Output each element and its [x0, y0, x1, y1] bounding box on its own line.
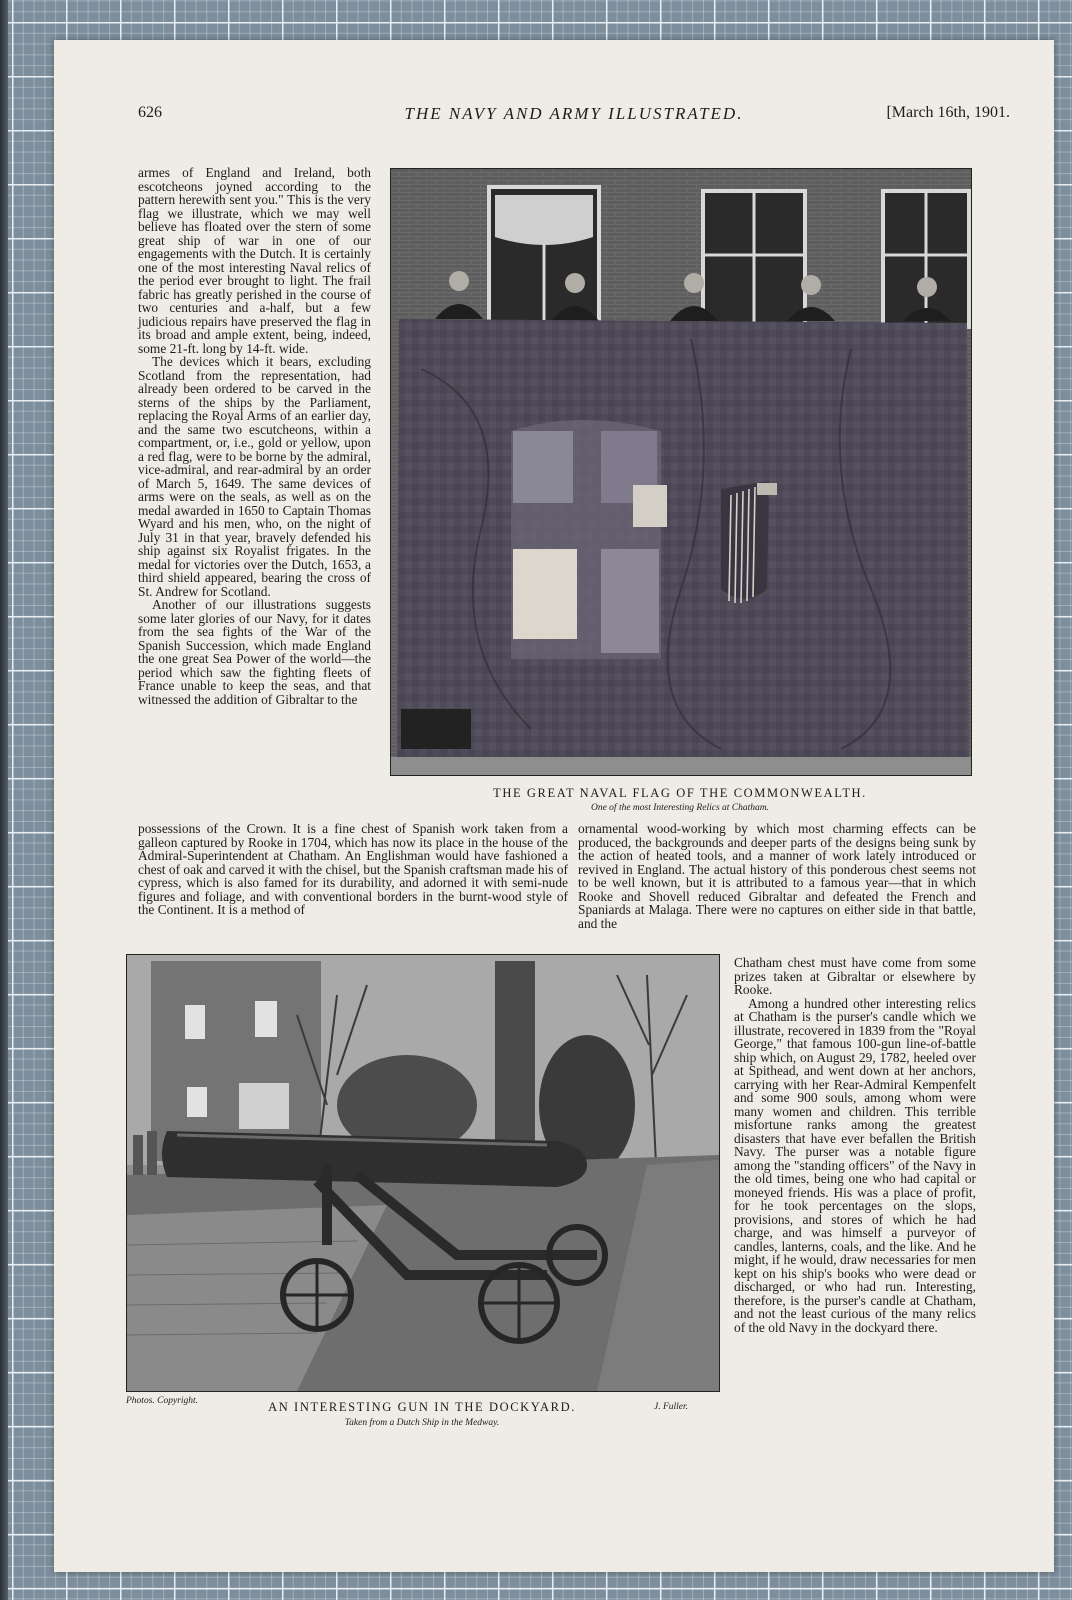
- magazine-page: [54, 40, 1054, 1572]
- paragraph: The devices which it bears, excluding Scotland from the representation, had already been ordered to be carved in the sterns of the ships by the Parliament, replacing the Royal Arms of an earlier day, and the same two escutcheons, within a compartment, or, i.e., gold or yellow, upon a red flag, were to be borne by the admiral, vice-admiral, and rear-admiral by an order of March 5, 1649. The same devices of arms were on the seals, as well as on the medal awarded in 1650 to Captain Thomas Wyard and his men, who, on the night of July 31 in that year, bravely defended his ship against six Royalist frigates. In the medal for victories over the Dutch, 1653, a third shield appeared, bearing the cross of St. Andrew for Scotland.: [138, 354, 371, 599]
- journal-title: THE NAVY AND ARMY ILLUSTRATED.: [404, 104, 744, 123]
- gun-subcaption: Taken from a Dutch Ship in the Medway.: [344, 1418, 500, 1428]
- flag-subcaption: One of the most Interesting Relics at Chatham.: [590, 803, 769, 813]
- article-column-mid-right: [578, 822, 976, 930]
- article-column-mid-left: [138, 822, 568, 917]
- flag-caption: THE GREAT NAVAL FLAG OF THE COMMONWEALTH.: [493, 786, 867, 800]
- page-header: [138, 104, 1010, 126]
- gun-photo: [126, 954, 720, 1392]
- flag-photo-illustration: [391, 169, 971, 775]
- gun-photo-illustration: [127, 955, 719, 1391]
- paragraph: ornamental wood-working by which most charming effects can be produced, the backgrounds and deeper parts of the designs being sunk by the action of heated tools, and a manner of work lately introduced or revived in England. The actual history of this ponderous chest seems not to be well known, but it is attributed to a famous year—that in which Rooke and Shovell reduced Gibraltar and defeated the French and Spaniards at Malaga. There were no captures on either side in that battle, and the: [578, 821, 976, 931]
- gun-caption: AN INTERESTING GUN IN THE DOCKYARD.: [268, 1400, 576, 1414]
- paragraph: Another of our illustrations suggests some later glories of our Navy, for it dates from the sea fights of the War of the Spanish Succession, which made England the one great Sea Power of the world—the period which saw the fighting fleets of France unable to keep the seas, and that witnessed the addition of Gibraltar to the: [138, 597, 371, 707]
- article-column-right-bottom: [734, 956, 976, 1334]
- flag-photo: [390, 168, 972, 776]
- paragraph: Chatham chest must have come from some prizes taken at Gibraltar or elsewhere by Rooke.: [734, 955, 976, 997]
- paragraph: Among a hundred other interesting relics at Chatham is the purser's candle which we illustrate, recovered in 1839 from the "Royal George," that famous 100-gun line-of-battle ship which, on August 29, 1782, heeled over at Spithead, and went down at her anchors, carrying with her Rear-Admiral Kempenfelt and some 900 souls, among whom were many women and children. This terrible misfortune ranks among the greatest disasters that have ever befallen the British Navy. The purser was a notable figure among the "standing officers" of the Navy in the old times, being one who had capital or moneyed friends. His was a place of profit, for he took percentages on the slops, provisions, and stores of which he had charge, and was himself a purveyor of candles, lanterns, coals, and the like. And he might, if he would, draw necessaries for men kept on his ship's books who were dead or discharged, or who had run. Interesting, therefore, is the purser's candle at Chatham, and not the least curious of the many relics of the old Navy in the dockyard there.: [734, 995, 976, 1335]
- issue-date: [March 16th, 1901.: [886, 104, 1010, 121]
- mat-edge: [0, 0, 8, 1600]
- page-number: 626: [138, 104, 162, 121]
- paragraph: armes of England and Ireland, both escotcheons joyned according to the pattern herewith sent you." This is the very flag we illustrate, which we may well believe has floated over the stern of some great ship of war in one of our engagements with the Dutch. It is certainly one of the most interesting Naval relics of the period ever brought to light. The frail fabric has greatly perished in the course of two centuries and a-half, but a few judicious repairs have preserved the flag in its broad and ample extent, being, indeed, some 21-ft. long by 14-ft. wide.: [138, 165, 371, 356]
- photo-credit-left: Photos. Copyright.: [126, 1396, 199, 1406]
- article-column-left-top: [138, 166, 371, 706]
- paragraph: possessions of the Crown. It is a fine chest of Spanish work taken from a galleon captured by Rooke in 1704, which has now its place in the house of the Admiral-Superintendent at Chatham. An Englishman would have fashioned a chest of oak and carved it with the chisel, but the Spanish craftsman made his of cypress, which is also famed for its durability, and adorned it with semi-nude figures and foliage, and with conventional borders in the burnt-wood style of the Continent. It is a method of: [138, 821, 568, 917]
- photo-credit-right: J. Fuller.: [654, 1402, 689, 1412]
